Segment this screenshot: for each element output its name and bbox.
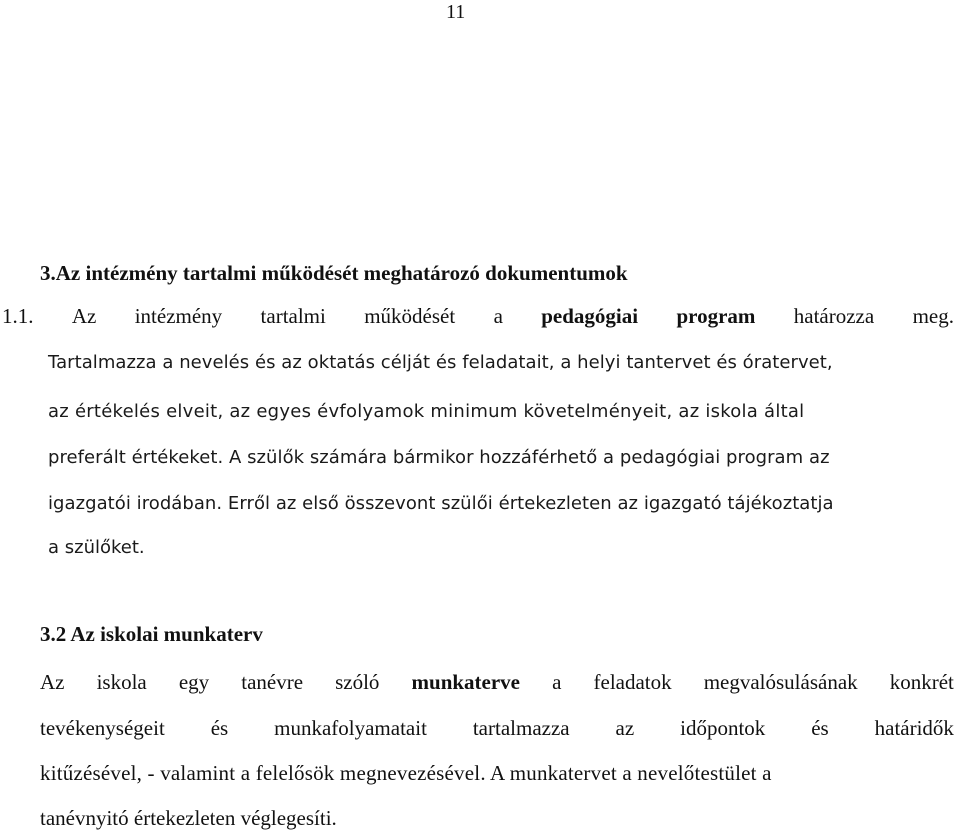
section-heading: 3.2 Az iskolai munkaterv <box>40 622 263 646</box>
word: tartalmazza <box>472 716 570 740</box>
paragraph-line: az értékelés elveit, az egyes évfolyamok minimum követelményeit, az iskola által <box>48 401 805 422</box>
word: működését <box>364 304 456 328</box>
paragraph-line: tanévnyitó értekezleten véglegesíti. <box>40 806 337 830</box>
paragraph-line <box>40 667 954 697</box>
word: a <box>552 670 562 694</box>
word: határidők <box>874 716 954 740</box>
word: Az <box>40 670 65 694</box>
paragraph-line <box>2 301 954 331</box>
word: és <box>210 716 229 740</box>
paragraph-line: preferált értékeket. A szülők számára bármikor hozzáférhető a pedagógiai program az <box>48 447 830 468</box>
word: 1.1. <box>2 304 34 328</box>
word: iskola <box>96 670 147 694</box>
word: tartalmi <box>260 304 326 328</box>
paragraph-line: Tartalmazza a nevelés és az oktatás célját és feladatait, a helyi tantervet és óratervet, <box>48 352 833 373</box>
word: megvalósulásának <box>703 670 858 694</box>
word: tanévre <box>241 670 304 694</box>
word: feladatok <box>593 670 672 694</box>
word: munkafolyamatait <box>274 716 427 740</box>
word: határozza <box>793 304 875 328</box>
paragraph-line: igazgatói irodában. Erről az első összevont szülői értekezleten az igazgató tájékoztatja <box>48 493 834 514</box>
word: az <box>615 716 635 740</box>
word: és <box>811 716 829 740</box>
word: egy <box>178 670 210 694</box>
word: tevékenységeit <box>40 716 165 740</box>
word: szóló <box>335 670 380 694</box>
word: a <box>493 304 503 328</box>
section-heading: 3.Az intézmény tartalmi működését meghatározó dokumentumok <box>40 261 628 285</box>
word: időpontok <box>680 716 766 740</box>
emphasis-word: pedagógiai <box>541 304 639 328</box>
emphasis-word: program <box>676 304 756 328</box>
word: intézmény <box>134 304 223 328</box>
page-number: 11 <box>446 1 466 23</box>
word: meg. <box>912 304 954 328</box>
paragraph-line: kitűzésével, - valamint a felelősök megnevezésével. A munkatervet a nevelőtestület a <box>40 761 772 785</box>
paragraph-line <box>40 713 954 743</box>
paragraph-line: a szülőket. <box>48 537 145 558</box>
word: konkrét <box>889 670 954 694</box>
emphasis-word: munkaterve <box>411 670 521 694</box>
word: Az <box>71 304 97 328</box>
